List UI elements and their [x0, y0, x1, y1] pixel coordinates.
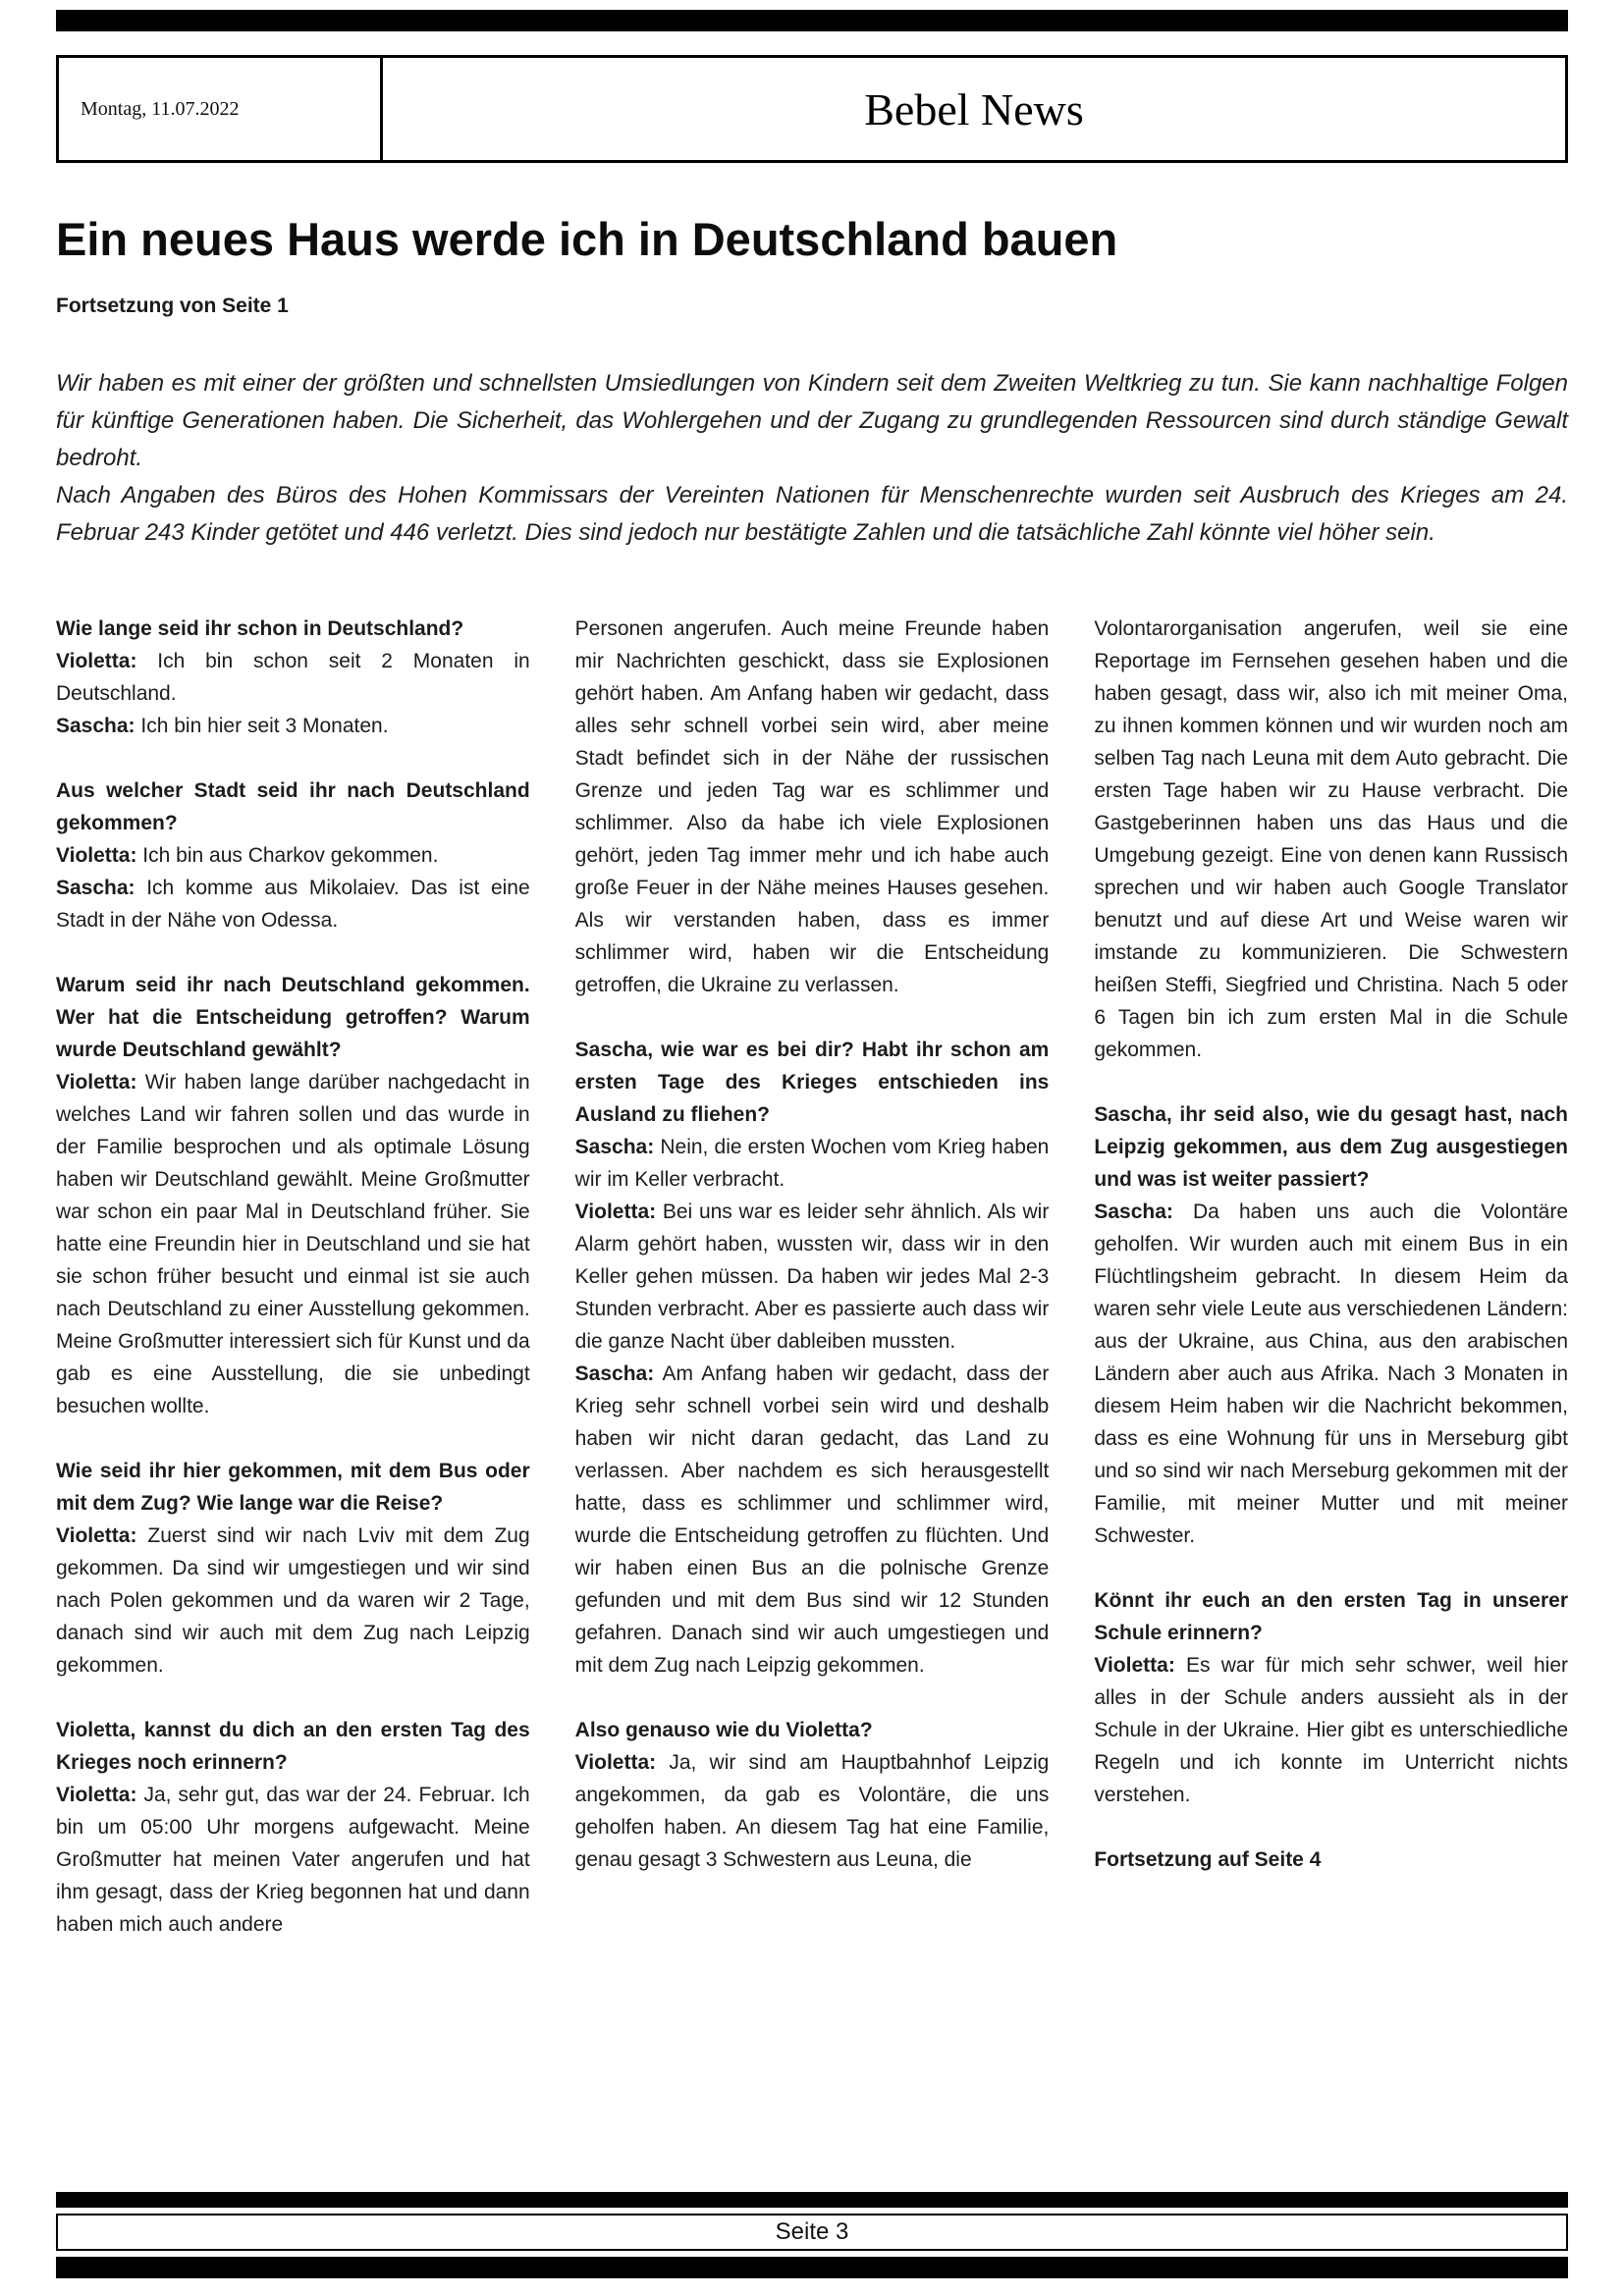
speaker-name: Violetta:	[56, 649, 137, 672]
interview-answer: Violetta: Ich bin aus Charkov gekommen.	[56, 843, 439, 867]
article-headline: Ein neues Haus werde ich in Deutschland bauen	[56, 213, 1118, 265]
interview-question: Wie lange seid ihr schon in Deutschland?	[56, 616, 464, 640]
continuation-note: Fortsetzung von Seite 1	[56, 294, 289, 317]
interview-answer: Sascha: Ich komme aus Mikolaiev. Das ist eine Stadt in der Nähe von Odessa.	[56, 876, 530, 932]
interview-answer: Sascha: Ich bin hier seit 3 Monaten.	[56, 714, 389, 737]
interview-answer: Violetta: Ich bin schon seit 2 Monaten in Deutschland.	[56, 649, 530, 705]
interview-question: Also genauso wie du Violetta?	[574, 1718, 873, 1741]
interview-answer: Violetta: Zuerst sind wir nach Lviv mit dem Zug gekommen. Da sind wir umgestiegen und wir sind nach Polen gekommen und da waren wir 2 Tage, danach sind wir auch mit dem Zug nach Leipzig gekommen.	[56, 1523, 530, 1677]
speaker-name: Violetta:	[56, 1783, 137, 1806]
speaker-name: Violetta:	[56, 1070, 137, 1094]
interview-question: Sascha, wie war es bei dir? Habt ihr schon am ersten Tage des Krieges entschieden ins Ausland zu fliehen?	[574, 1038, 1050, 1126]
speaker-name: Sascha:	[574, 1362, 655, 1385]
article-column	[1094, 613, 1568, 2139]
speaker-name: Violetta:	[1094, 1653, 1175, 1677]
interview-question: Violetta, kannst du dich an den ersten Tag des Krieges noch erinnern?	[56, 1718, 530, 1774]
speaker-name: Sascha:	[56, 876, 135, 899]
interview-question: Warum seid ihr nach Deutschland gekommen. Wer hat die Entscheidung getroffen? Warum wurde Deutschland gewählt?	[56, 973, 530, 1061]
lede-paragraph: Wir haben es mit einer der größten und schnellsten Umsiedlungen von Kindern seit dem Zweiten Weltkrieg zu tun. Sie kann nachhaltige Folgen für künftige Generationen haben. Die Sicherheit, das Wohlergehen und der Zugang zu grundlegenden Ressourcen sind durch ständige Gewalt bedroht.	[56, 369, 1568, 471]
page-footer	[56, 2192, 1568, 2278]
interview-answer: Violetta: Ja, wir sind am Hauptbahnhof Leipzig angekommen, da gab es Volontäre, die uns geholfen haben. An diesem Tag hat eine Familie, genau gesagt 3 Schwestern aus Leuna, die	[574, 1750, 1050, 1871]
footer-rule-top	[56, 2192, 1568, 2208]
interview-answer: Sascha: Am Anfang haben wir gedacht, dass der Krieg sehr schnell vorbei sein wird und deshalb haben wir nicht daran gedacht, das Land zu verlassen. Aber nachdem es sich herausgestellt hatte, dass es schlimmer und schlimmer wird, wurde die Entscheidung getroffen zu flüchten. Und wir haben einen Bus an die polnische Grenze gefunden und mit dem Bus sind wir 12 Stunden gefahren. Danach sind wir auch umgestiegen und mit dem Zug nach Leipzig gekommen.	[574, 1362, 1050, 1677]
masthead-title: Bebel News	[864, 83, 1084, 134]
speaker-name: Sascha:	[574, 1135, 655, 1158]
speaker-name: Violetta:	[56, 843, 137, 867]
interview-answer: Sascha: Nein, die ersten Wochen vom Krieg haben wir im Keller verbracht.	[574, 1135, 1050, 1191]
top-rule	[56, 10, 1568, 31]
article-column	[575, 613, 1050, 2139]
speaker-name: Violetta:	[574, 1750, 657, 1774]
footer-rule-bottom	[56, 2257, 1568, 2278]
interview-answer: Violetta: Ja, sehr gut, das war der 24. Februar. Ich bin um 05:00 Uhr morgens aufgewacht. Meine Großmutter hat meinen Vater angerufen und hat ihm gesagt, dass der Krieg begonnen hat und dann haben mich auch andere	[56, 1783, 530, 1936]
interview-question: Aus welcher Stadt seid ihr nach Deutschland gekommen?	[56, 778, 530, 834]
speaker-name: Violetta:	[56, 1523, 137, 1547]
lede-paragraph: Nach Angaben des Büros des Hohen Kommissars der Vereinten Nationen für Menschenrechte wurden seit Ausbruch des Krieges am 24. Februar 243 Kinder getötet und 446 verletzt. Dies sind jedoch nur bestätigte Zahlen und die tatsächliche Zahl könnte viel höher sein.	[56, 481, 1568, 546]
speaker-name: Sascha:	[56, 714, 135, 737]
interview-answer: Violetta: Es war für mich sehr schwer, weil hier alles in der Schule anders aussieht als in der Schule in der Ukraine. Hier gibt es unterschiedliche Regeln und ich konnte im Unterricht nichts verstehen.	[1094, 1653, 1568, 1806]
interview-answer: Violetta: Bei uns war es leider sehr ähnlich. Als wir Alarm gehört haben, wussten wir, dass wir in den Keller gehen müssen. Da haben wir jedes Mal 2-3 Stunden verbracht. Aber es passierte auch dass wir die ganze Nacht über dableiben mussten.	[574, 1200, 1050, 1353]
continuation-forward: Fortsetzung auf Seite 4	[1094, 1847, 1322, 1871]
page-number: Seite 3	[56, 2214, 1568, 2251]
interview-question: Wie seid ihr hier gekommen, mit dem Bus oder mit dem Zug? Wie lange war die Reise?	[56, 1459, 530, 1515]
masthead	[56, 55, 1568, 163]
interview-answer: Violetta: Wir haben lange darüber nachgedacht in welches Land wir fahren sollen und das wurde in der Familie besprochen und als optimale Lösung haben wir Deutschland gewählt. Meine Großmutter war schon ein paar Mal in Deutschland früher. Sie hatte eine Freundin hier in Deutschland und sie hat sie schon früher besucht und einmal ist sie auch nach Deutschland zu einer Ausstellung gekommen. Meine Großmutter interessiert sich für Kunst und da gab es eine Ausstellung, die sie unbedingt besuchen wollte.	[56, 1070, 530, 1417]
issue-date: Montag, 11.07.2022	[59, 58, 383, 160]
interview-answer: Sascha: Da haben uns auch die Volontäre geholfen. Wir wurden auch mit einem Bus in ein Flüchtlingsheim gebracht. In diesem Heim da waren sehr viele Leute aus verschiedenen Ländern: aus der Ukraine, aus China, aus den arabischen Ländern aber auch aus Afrika. Nach 3 Monaten in diesem Heim haben wir die Nachricht bekommen, dass es eine Wohnung für uns in Merseburg gibt und so sind wir nach Merseburg gekommen mit der Familie, mit meiner Mutter und mit meiner Schwester.	[1094, 1200, 1568, 1547]
interview-question: Sascha, ihr seid also, wie du gesagt hast, nach Leipzig gekommen, aus dem Zug ausgestiegen und was ist weiter passiert?	[1094, 1102, 1568, 1191]
article-columns	[56, 613, 1568, 2139]
paragraph: Volontarorganisation angerufen, weil sie eine Reportage im Fernsehen gesehen haben und die haben gesagt, dass wir, also ich mit meiner Oma, zu ihnen kommen können und wir wurden noch am selben Tag nach Leuna mit dem Auto gebracht. Die ersten Tage haben wir zu Hause verbracht. Die Gastgeberinnen haben uns das Haus und die Umgebung gezeigt. Eine von denen kann Russisch sprechen und wir haben auch Google Translator benutzt und auf diese Art und Weise waren wir imstande zu kommunizieren. Die Schwestern heißen Steffi, Siegfried und Christina. Nach 5 oder 6 Tagen bin ich zum ersten Mal in die Schule gekommen.	[1094, 616, 1568, 1061]
article-lede	[56, 365, 1568, 552]
article-column	[56, 613, 530, 2139]
speaker-name: Violetta:	[574, 1200, 657, 1223]
interview-question: Könnt ihr euch an den ersten Tag in unserer Schule erinnern?	[1094, 1588, 1568, 1644]
paragraph: Personen angerufen. Auch meine Freunde haben mir Nachrichten geschickt, dass sie Explosionen gehört haben. Am Anfang haben wir gedacht, dass alles sehr schnell vorbei sein wird, aber meine Stadt befindet sich in der Nähe der russischen Grenze und jeden Tag war es schlimmer und schlimmer. Also da habe ich viele Explosionen gehört, jeden Tag immer mehr und ich habe auch große Feuer in der Nähe meines Hauses gesehen. Als wir verstanden haben, dass es immer schlimmer wird, haben wir die Entscheidung getroffen, die Ukraine zu verlassen.	[574, 616, 1050, 996]
speaker-name: Sascha:	[1094, 1200, 1173, 1223]
